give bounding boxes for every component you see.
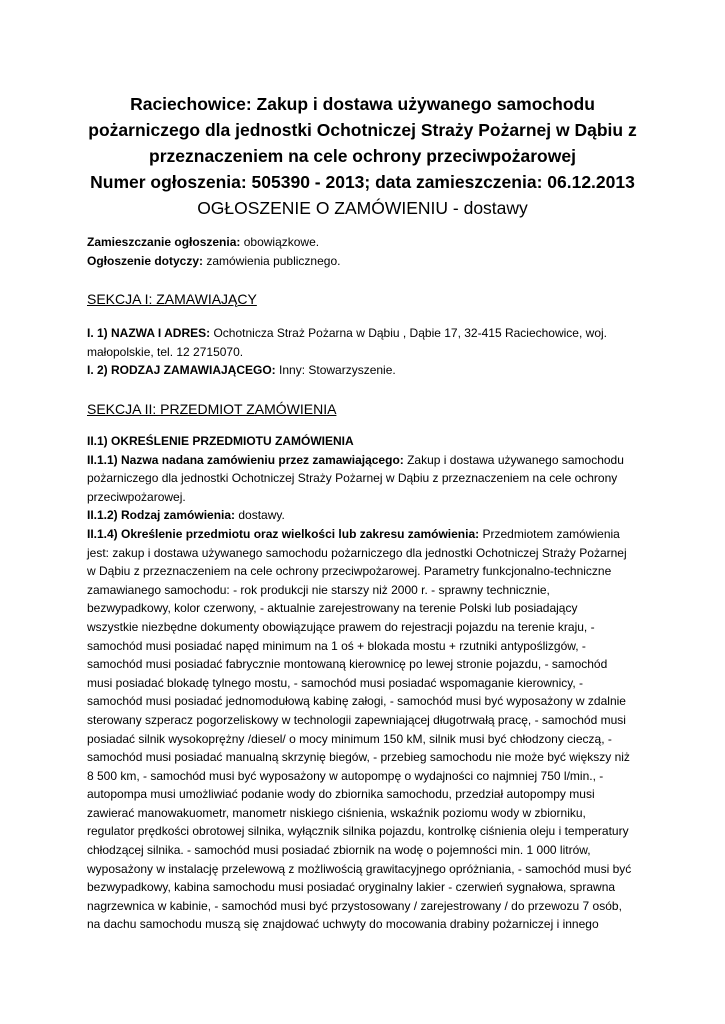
- concerns-value: zamówienia publicznego.: [203, 253, 341, 268]
- description-line: w Dąbiu z przeznaczeniem na cele ochrony przeciwpożarowej. Parametry funkcjonalno-techniczne: [87, 564, 612, 579]
- description-line: chłodzącej silnika. - samochód musi posiadać zbiornik na wodę o pojemności min. 1 000 litrów,: [87, 843, 591, 858]
- description-line: zawierać manowakuometr, manometr niskiego ciśnienia, wskaźnik poziomu wody w zbiorniku,: [87, 805, 586, 820]
- contracting-type-row: [87, 361, 647, 380]
- description-line: samochód musi posiadać fabrycznie montowaną kierownicę po lewej stronie pojazdu, - samochód: [87, 657, 608, 672]
- description-line: bezwypadkowy, kabina samochodu musi posiadać oryginalny lakier - czerwień sygnałowa, sprawna: [87, 880, 616, 895]
- description-line: 8 500 km, - samochód musi być wyposażony w autopompę o wydajności co najmniej 750 l/min., -: [87, 768, 604, 783]
- order-name-value: Zakup i dostawa używanego samochodu: [403, 452, 624, 467]
- title-line-3: przeznaczeniem na cele ochrony przeciwpożarowej: [149, 146, 576, 166]
- document-subtitle: OGŁOSZENIE O ZAMÓWIENIU - dostawy: [197, 198, 528, 218]
- description-line: zamawianego samochodu: - rok produkcji nie starszy niż 2000 r. - sprawny technicznie,: [87, 582, 550, 597]
- concerns-row: [87, 252, 647, 271]
- section-2-body: [87, 432, 647, 934]
- description-line: wyposażony w instalację przelewową z możliwością grawitacyjnego opróżniania, - samochód musi być: [87, 861, 632, 876]
- announcement-number-line: Numer ogłoszenia: 505390 - 2013; data zamieszczenia: 06.12.2013: [90, 172, 635, 192]
- description-line: jest: zakup i dostawa używanego samochodu pożarniczego dla jednostki Ochotniczej Straży Pożarnej: [87, 545, 627, 560]
- name-address-row: [87, 324, 647, 343]
- order-description-row: [87, 525, 647, 544]
- name-address-label: I. 1) NAZWA I ADRES:: [87, 326, 211, 340]
- concerns-label: Ogłoszenie dotyczy:: [87, 253, 204, 268]
- placement-label: Zamieszczanie ogłoszenia:: [87, 235, 241, 249]
- description-line: samochód musi posiadać manualną skrzynię biegów, - przebieg samochodu nie może być większy niż: [87, 750, 630, 765]
- description-line: samochód musi posiadać jednomodułową kabinę załogi, - samochód musi być wyposażony w zdalnie: [87, 694, 626, 709]
- subject-heading: II.1) OKREŚLENIE PRZEDMIOTU ZAMÓWIENIA: [87, 434, 354, 448]
- order-name-row: [87, 451, 647, 470]
- order-kind-value: dostawy.: [235, 508, 285, 523]
- contracting-type-label: I. 2) RODZAJ ZAMAWIAJĄCEGO:: [87, 363, 276, 378]
- order-name-label: II.1.1) Nazwa nadana zamówieniu przez zamawiającego:: [87, 452, 404, 467]
- description-line: autopompa musi umożliwiać podanie wody do zbiornika samochodu, przedział autopompy musi: [87, 787, 595, 802]
- description-line: regulator prędkości obrotowej silnika, wyłącznik silnika pojazdu, kontrolkę ciśnienia oleju i temperatury: [87, 824, 629, 839]
- announcement-info: [87, 233, 647, 270]
- name-address-value: Ochotnicza Straż Pożarna w Dąbiu , Dąbie 17, 32-415 Raciechowice, woj.: [210, 326, 607, 340]
- title-line-2: pożarniczego dla jednostki Ochotniczej Straży Pożarnej w Dąbiu z: [88, 120, 637, 140]
- description-line: nagrzewnica w kabinie, - samochód musi być przystosowany / zarejestrowany / do przewozu 7 osób,: [87, 898, 622, 913]
- description-line: samochód musi posiadać napęd minimum na 1 oś + blokada mostu + rzutniki antypoślizgów, -: [87, 638, 586, 653]
- order-name-line: pożarniczego dla jednostki Ochotniczej Straży Pożarnej w Dąbiu z przeznaczeniem na cele ochrony: [87, 471, 618, 486]
- section-1-body: [87, 324, 647, 380]
- description-line: musi posiadać blokadę tylnego mostu, - samochód musi posiadać wspomaganie kierownicy, -: [87, 675, 584, 690]
- section-1-heading: SEKCJA I: ZAMAWIAJĄCY: [87, 291, 257, 307]
- order-kind-label: II.1.2) Rodzaj zamówienia:: [87, 508, 236, 523]
- order-kind-row: [87, 506, 647, 525]
- description-line: bezwypadkowy, kolor czerwony, - aktualnie zarejestrowany na terenie Polski lub posiadający: [87, 601, 578, 616]
- description-line: sterowany szperacz pogorzeliskowy w technologii zapewniającej długotrwałą pracę, - samochód musi: [87, 712, 626, 727]
- order-name-line: przeciwpożarowej.: [87, 489, 186, 504]
- title-line-1: Raciechowice: Zakup i dostawa używanego samochodu: [130, 94, 595, 114]
- description-line: posiadać silnik wysokoprężny /diesel/ o mocy minimum 150 kM, silnik musi być chłodzony cieczą, -: [87, 731, 612, 746]
- placement-row: [87, 233, 647, 252]
- section-2-heading: SEKCJA II: PRZEDMIOT ZAMÓWIENIA: [87, 401, 337, 417]
- order-description-value: Przedmiotem zamówienia: [479, 526, 620, 541]
- name-address-row-cont: małopolskie, tel. 12 2715070.: [87, 344, 244, 359]
- contracting-type-value: Inny: Stowarzyszenie.: [275, 363, 396, 378]
- description-line: na dachu samochodu muszą się znajdować uchwyty do mocowania drabiny pożarniczej i innego: [87, 917, 599, 932]
- order-description-label: II.1.4) Określenie przedmiotu oraz wielkości lub zakresu zamówienia:: [87, 526, 480, 541]
- description-line: wszystkie niezbędne dokumenty obowiązujące prawem do rejestracji pojazdu na terenie kraju, -: [87, 619, 595, 634]
- document-title: [80, 91, 645, 221]
- placement-value: obowiązkowe.: [240, 235, 320, 249]
